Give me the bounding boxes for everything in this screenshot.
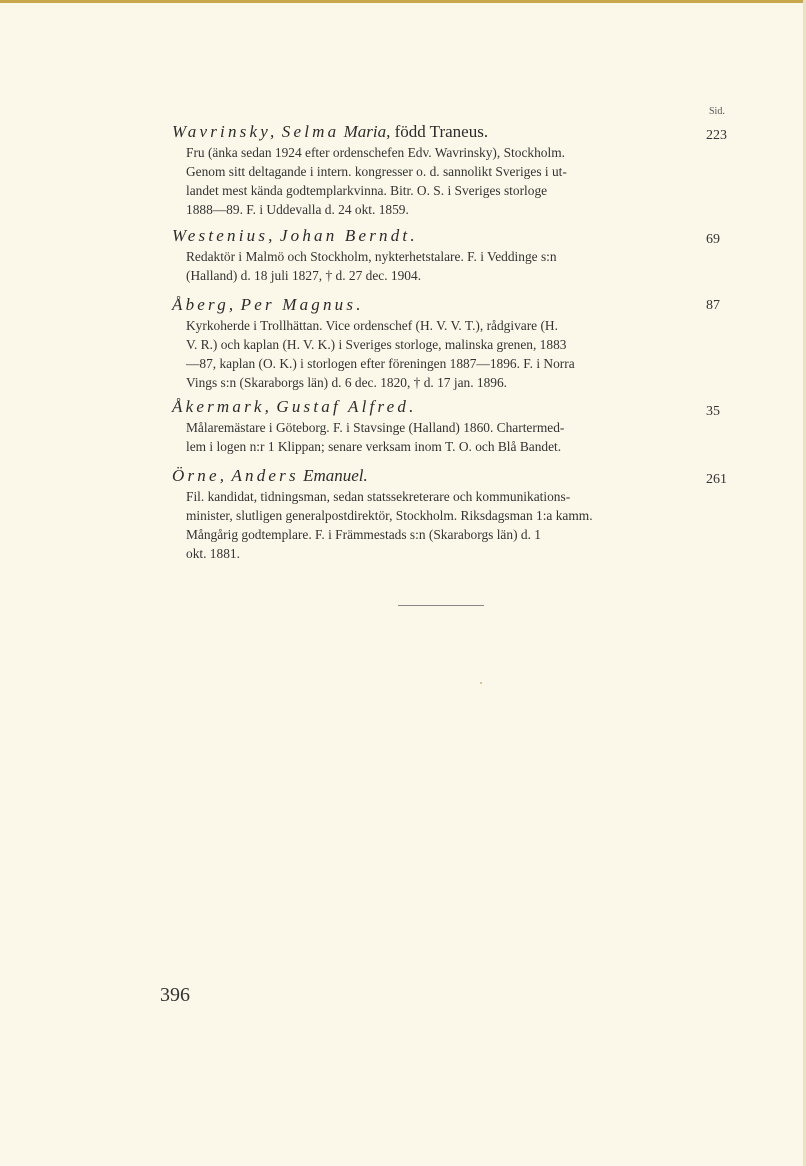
entry-line: Fru (änka sedan 1924 efter ordenschefen Edv. Wavrinsky), Stockholm. [186, 145, 565, 160]
entry-surname: Wavrinsky, [172, 122, 278, 141]
entry-westenius [172, 225, 680, 285]
entry-name [172, 396, 680, 418]
section-divider [398, 605, 484, 606]
entry-page-ref: 223 [706, 128, 727, 143]
entry-given-name: Johan Berndt. [279, 226, 418, 245]
entry-line: Vings s:n (Skaraborgs län) d. 6 dec. 1820, † d. 17 jan. 1896. [186, 375, 508, 390]
entry-page-ref: 35 [706, 404, 720, 419]
entry-aberg [172, 294, 680, 392]
entry-given-name-2: Maria, [343, 122, 391, 141]
entry-line: —87, kaplan (O. K.) i storlogen efter föreningen 1887—1896. F. i Norra [186, 356, 575, 371]
entry-line: minister, slutligen generalpostdirektör, Stockholm. Riksdagsman 1:a kamm. [186, 508, 593, 523]
entry-line: Målaremästare i Göteborg. F. i Stavsinge (Halland) 1860. Chartermed- [186, 420, 565, 435]
entry-line: lem i logen n:r 1 Klippan; senare verksam inom T. O. och Blå Bandet. [186, 439, 562, 454]
paper-speck [480, 682, 482, 684]
entry-name [172, 225, 680, 247]
page-column-header: Sid. [709, 106, 725, 117]
entry-body [186, 143, 680, 219]
entry-line: landet mest kända godtemplarkvinna. Bitr. O. S. i Sveriges storloge [186, 183, 548, 198]
entry-name [172, 465, 680, 487]
entry-body [186, 487, 680, 563]
entry-given-name: Gustaf Alfred. [276, 397, 417, 416]
entry-line: (Halland) d. 18 juli 1827, † d. 27 dec. 1904. [186, 268, 422, 283]
entry-line: Fil. kandidat, tidningsman, sedan statssekreterare och kommunikations- [186, 489, 571, 504]
entry-body [186, 316, 680, 392]
entry-page-ref: 261 [706, 472, 727, 487]
entry-surname: Örne, [172, 466, 228, 485]
entry-line: Mångårig godtemplare. F. i Främmestads s:n (Skaraborgs län) d. 1 [186, 527, 541, 542]
entry-extra: född Traneus. [394, 122, 489, 141]
entry-line: Redaktör i Malmö och Stockholm, nykterhetstalare. F. i Veddinge s:n [186, 249, 557, 264]
page-top-edge [0, 0, 806, 3]
entry-name [172, 121, 680, 143]
entry-surname: Åkermark, [172, 397, 273, 416]
entry-page-ref: 87 [706, 298, 720, 313]
page-number: 396 [160, 984, 190, 1006]
entry-line: Genom sitt deltagande i intern. kongresser o. d. sannolikt Sveriges i ut- [186, 164, 567, 179]
entry-given-name: Selma [281, 122, 340, 141]
entry-line: V. R.) och kaplan (H. V. K.) i Sveriges storloge, malinska grenen, 1883 [186, 337, 567, 352]
entry-given-name-2: Emanuel. [303, 466, 368, 485]
entry-surname: Åberg, [172, 295, 237, 314]
entry-page-ref: 69 [706, 232, 720, 247]
entry-body [186, 247, 680, 285]
entry-given-name: Anders [231, 466, 299, 485]
entry-wavrinsky [172, 121, 680, 219]
entry-akermark [172, 396, 680, 456]
entry-orne [172, 465, 680, 563]
entry-body [186, 418, 680, 456]
entry-name [172, 294, 680, 316]
entry-line: 1888—89. F. i Uddevalla d. 24 okt. 1859. [186, 202, 409, 217]
entry-given-name: Per Magnus. [240, 295, 364, 314]
entry-line: okt. 1881. [186, 546, 240, 561]
entry-line: Kyrkoherde i Trollhättan. Vice ordenschef (H. V. V. T.), rådgivare (H. [186, 318, 558, 333]
entry-surname: Westenius, [172, 226, 276, 245]
